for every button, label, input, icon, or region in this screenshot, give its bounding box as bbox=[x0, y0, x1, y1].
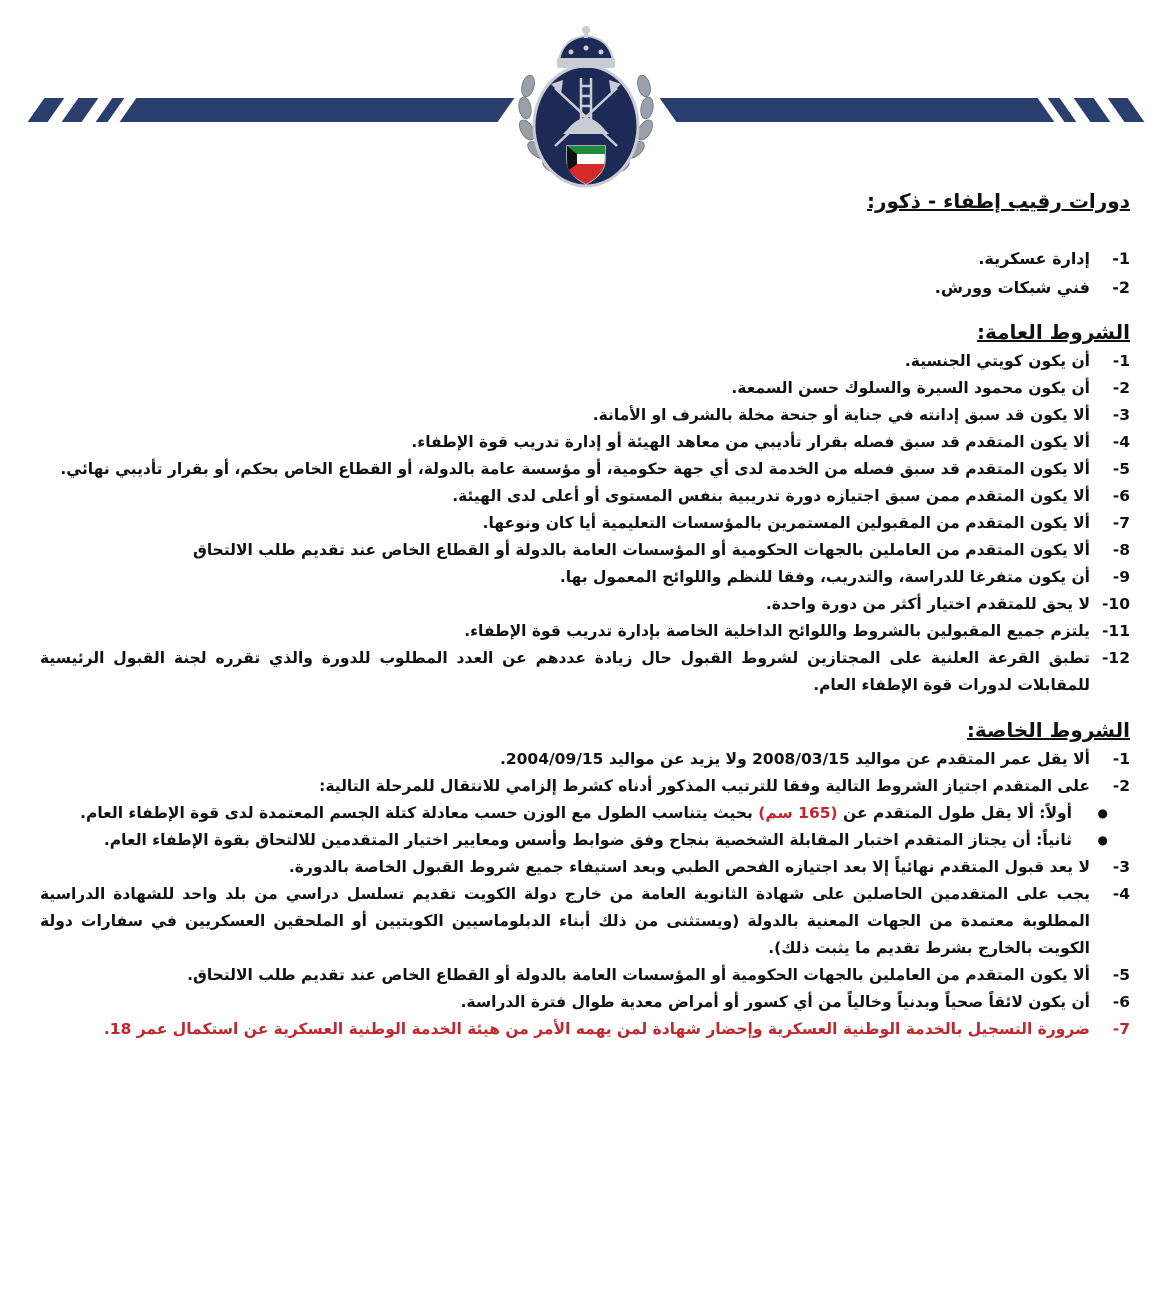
bullet-text-start: أولاً: ألا يقل طول المتقدم عن bbox=[843, 804, 1072, 822]
item-number: -2 bbox=[1112, 278, 1130, 297]
header-banner bbox=[0, 0, 1172, 190]
item-number: -1 bbox=[1112, 352, 1130, 370]
item-number: -2 bbox=[1112, 379, 1130, 397]
item-number: -5 bbox=[1112, 460, 1130, 478]
item-text: ألا يكون المتقدم من العاملين بالجهات الحكومية أو المؤسسات العامة بالدولة أو القطاع الخاص عند تقديم طلب الالتحاق. bbox=[187, 966, 1090, 984]
list-item bbox=[40, 375, 1130, 402]
list-item bbox=[40, 591, 1130, 618]
banner-stripe bbox=[96, 98, 125, 122]
item-number: -3 bbox=[1112, 406, 1130, 424]
item-number: -9 bbox=[1112, 568, 1130, 586]
item-text: يلتزم جميع المقبولين بالشروط واللوائح الداخلية الخاصة بإدارة تدريب قوة الإطفاء. bbox=[464, 622, 1090, 640]
item-text: ألا يكون المتقدم قد سبق فصله بقرار تأديبي من معاهد الهيئة أو إدارة تدريب قوة الإطفاء. bbox=[411, 433, 1090, 451]
item-text: على المتقدم اجتياز الشروط التالية وفقا للترتيب المذكور أدناه كشرط إلزامي للانتقال للمرحلة التالية: bbox=[319, 777, 1090, 795]
list-item bbox=[40, 402, 1130, 429]
item-text: تطبق القرعة العلنية على المجتازين لشروط القبول حال زيادة عددهم عن العدد المطلوب للدورة والذي تقرره لجنة القبول الرئيسية للمقابلات لدورات قوة الإطفاء العام. bbox=[40, 649, 1090, 694]
item-text: يجب على المتقدمين الحاصلين على شهادة الثانوية العامة من خارج دولة الكويت تقديم تسلسل دراسي من بلد واحد للشهادة الدراسية المطلوبة معتمدة من الجهات المعنية بالدولة (ويستثنى من ذلك أبناء الدبلوماسيين الكويتيين أو الملحقين العسكريين في سفارات دولة الكويت بالخارج بشرط تقديم ما يثبت ذلك). bbox=[40, 885, 1090, 957]
list-item bbox=[40, 827, 1130, 854]
list-item bbox=[40, 800, 1130, 827]
item-text: أن يكون كويتي الجنسية. bbox=[904, 352, 1090, 370]
item-number: -10 bbox=[1101, 595, 1130, 613]
item-number: -11 bbox=[1101, 622, 1130, 640]
item-number: -3 bbox=[1112, 858, 1130, 876]
item-text: أن يكون محمود السيرة والسلوك حسن السمعة. bbox=[731, 379, 1090, 397]
item-number: -2 bbox=[1112, 777, 1130, 795]
list-item bbox=[40, 989, 1130, 1016]
list-item bbox=[40, 746, 1130, 773]
list-item bbox=[40, 773, 1130, 800]
item-number: -12 bbox=[1101, 649, 1130, 667]
item-text: ألا يكون المتقدم ممن سبق اجتيازه دورة تدريبية بنفس المستوى أو أعلى لدى الهيئة. bbox=[452, 487, 1090, 505]
list-item bbox=[40, 245, 1130, 272]
document-body bbox=[40, 180, 1130, 1043]
item-number: -1 bbox=[1112, 750, 1130, 768]
item-number: -5 bbox=[1112, 966, 1130, 984]
item-text: ألا يكون قد سبق إدانته في جناية أو جنحة مخلة بالشرف او الأمانة. bbox=[592, 406, 1090, 424]
general-conditions-heading: الشروط العامة: bbox=[977, 320, 1130, 344]
item-text: ضرورة التسجيل بالخدمة الوطنية العسكرية وإحضار شهادة لمن يهمه الأمر من هيئة الخدمة الوطنية العسكرية عن استكمال عمر 18. bbox=[103, 1020, 1090, 1038]
height-requirement: (165 سم) bbox=[758, 804, 838, 822]
item-text: ألا يكون المتقدم قد سبق فصله من الخدمة لدى أي جهة حكومية، أو مؤسسة عامة بالدولة، أو القطاع الخاص بحكم، أو بقرار تأديبي نهائي. bbox=[60, 460, 1090, 478]
banner-bar-left bbox=[120, 98, 515, 122]
banner-stripe bbox=[28, 98, 65, 122]
kuwait-fire-force-emblem-icon bbox=[511, 18, 661, 190]
list-item bbox=[40, 348, 1130, 375]
list-item bbox=[40, 881, 1130, 962]
list-item bbox=[40, 645, 1130, 699]
item-number: -6 bbox=[1112, 487, 1130, 505]
item-text: أن يكون لائقاً صحياً وبدنياً وخالياً من أي كسور أو أمراض معدية طوال فترة الدراسة. bbox=[460, 993, 1090, 1011]
item-text: إدارة عسكرية. bbox=[978, 249, 1090, 268]
list-item bbox=[40, 274, 1130, 301]
list-item bbox=[40, 456, 1130, 483]
bullet-text: ثانياً: أن يجتاز المتقدم اختبار المقابلة الشخصية بنجاح وفق ضوابط وأسس ومعايير اختيار المتقدمين للالتحاق بقوة الإطفاء العام. bbox=[103, 831, 1072, 849]
item-text: أن يكون متفرغا للدراسة، والتدريب، وفقا للنظم واللوائح المعمول بها. bbox=[559, 568, 1090, 586]
item-text: ألا يكون المتقدم من المقبولين المستمرين بالمؤسسات التعليمية أيا كان ونوعها. bbox=[482, 514, 1090, 532]
list-item bbox=[40, 483, 1130, 510]
banner-stripe bbox=[1074, 98, 1111, 122]
list-item-highlighted bbox=[40, 1016, 1130, 1043]
special-conditions-bullets bbox=[40, 800, 1130, 854]
special-conditions-list bbox=[40, 746, 1130, 800]
item-text: ألا يكون المتقدم من العاملين بالجهات الحكومية أو المؤسسات العامة بالدولة أو القطاع الخاص عند تقديم طلب الالتحاق bbox=[192, 541, 1090, 559]
item-text: لا يعد قبول المتقدم نهائياً إلا بعد اجتيازه الفحص الطبي وبعد استيفاء جميع شروط القبول الخاصة بالدورة. bbox=[288, 858, 1090, 876]
item-number: -7 bbox=[1112, 1020, 1130, 1038]
item-text: لا يحق للمتقدم اختيار أكثر من دورة واحدة. bbox=[765, 595, 1090, 613]
banner-stripe bbox=[1108, 98, 1145, 122]
list-item bbox=[40, 618, 1130, 645]
item-number: -4 bbox=[1112, 433, 1130, 451]
item-number: -6 bbox=[1112, 993, 1130, 1011]
list-item bbox=[40, 962, 1130, 989]
item-text: ألا يقل عمر المتقدم عن مواليد 2008/03/15 ولا يزيد عن مواليد 2004/09/15. bbox=[499, 750, 1090, 768]
banner-stripe bbox=[62, 98, 99, 122]
list-item bbox=[40, 564, 1130, 591]
item-number: -4 bbox=[1112, 885, 1130, 903]
list-item bbox=[40, 854, 1130, 881]
bullet-text-end: بحيث يتناسب الطول مع الوزن حسب معادلة كتلة الجسم المعتمدة لدى قوة الإطفاء العام. bbox=[80, 804, 753, 822]
item-text: فني شبكات وورش. bbox=[934, 278, 1090, 297]
item-number: -7 bbox=[1112, 514, 1130, 532]
banner-bar-right bbox=[660, 98, 1055, 122]
list-item bbox=[40, 429, 1130, 456]
list-item bbox=[40, 510, 1130, 537]
page-title: دورات رقيب إطفاء - ذكور: bbox=[866, 189, 1130, 213]
special-conditions-list-continued bbox=[40, 854, 1130, 1043]
course-tracks-list bbox=[40, 245, 1130, 301]
list-item bbox=[40, 537, 1130, 564]
general-conditions-list bbox=[40, 348, 1130, 699]
special-conditions-heading: الشروط الخاصة: bbox=[966, 718, 1130, 742]
item-number: -8 bbox=[1112, 541, 1130, 559]
item-number: -1 bbox=[1112, 249, 1130, 268]
